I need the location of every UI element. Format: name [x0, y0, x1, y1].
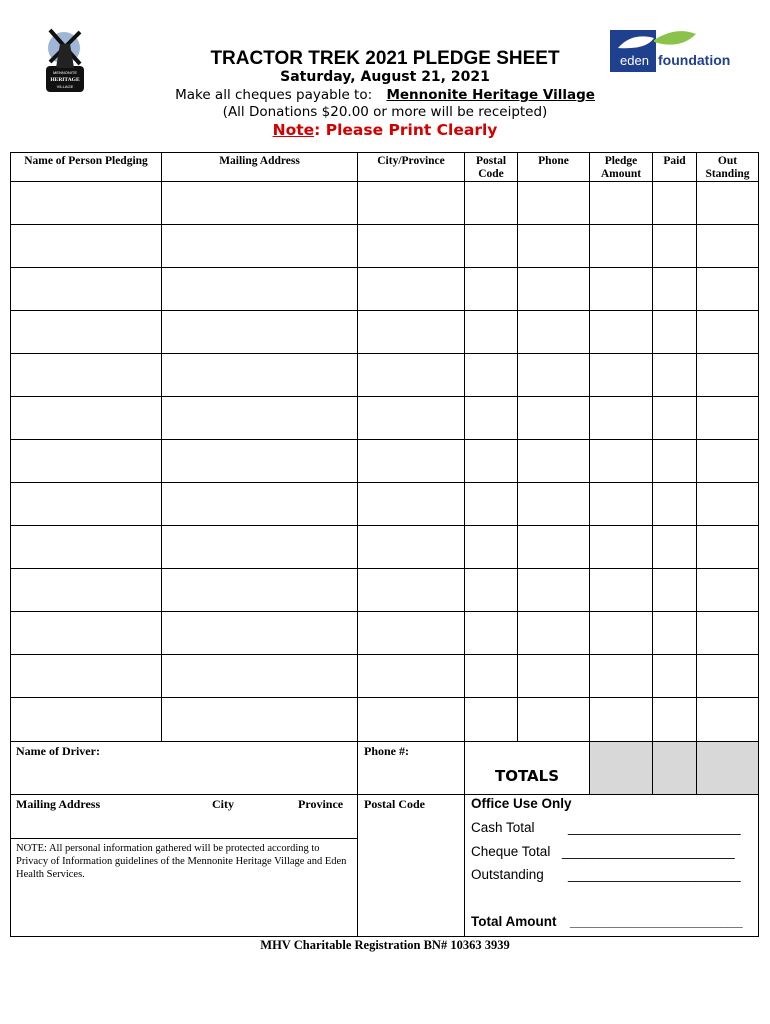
- outstanding-line: _______________________: [568, 867, 741, 882]
- office-use-heading: Office Use Only: [471, 796, 572, 811]
- col-header-phone: Phone: [538, 155, 569, 167]
- phone-label: Phone #:: [364, 744, 409, 758]
- col-header-name: Name of Person Pledging: [24, 155, 148, 167]
- svg-text:VILLAGE: VILLAGE: [56, 84, 74, 89]
- col-header-out-line2: Standing: [705, 168, 750, 180]
- charitable-registration: MHV Charitable Registration BN# 10363 3939: [260, 938, 510, 952]
- payable-to: Mennonite Heritage Village: [386, 87, 595, 103]
- totals-label: TOTALS: [494, 767, 560, 785]
- event-date: Saturday, August 21, 2021: [280, 69, 490, 85]
- note-label: Note: [272, 121, 315, 139]
- svg-text:HERITAGE: HERITAGE: [50, 77, 80, 83]
- cheque-total-label: Cheque Total: [471, 844, 551, 859]
- svg-text:foundation: foundation: [658, 52, 731, 68]
- page-title: TRACTOR TREK 2021 PLEDGE SHEET: [210, 48, 560, 69]
- svg-text:eden: eden: [620, 53, 649, 68]
- col-header-pledge-line2: Amount: [600, 168, 642, 180]
- col-header-mailing-address: Mailing Address: [219, 155, 300, 167]
- col-header-postal-line1: Postal: [475, 155, 507, 167]
- privacy-note: NOTE: All personal information gathered will be protected according to Privacy of Information guidelines of the Mennonite Heritage Village and Eden Health Services.: [16, 843, 347, 880]
- driver-name-label: Name of Driver:: [16, 744, 100, 758]
- total-amount-label: Total Amount: [471, 914, 557, 929]
- total-amount-line: _______________________: [570, 914, 743, 929]
- col-header-postal-line2: Code: [478, 168, 504, 180]
- receipt-note: (All Donations $20.00 or more will be receipted): [222, 104, 548, 120]
- mailing-address-label: Mailing Address: [16, 797, 101, 811]
- province-label: Province: [298, 797, 344, 811]
- note-text: : Please Print Clearly: [314, 121, 498, 139]
- svg-text:MENNONITE: MENNONITE: [53, 70, 77, 75]
- city-label: City: [212, 797, 234, 811]
- col-header-paid: Paid: [663, 155, 686, 167]
- col-header-out-line1: Out: [717, 155, 738, 167]
- col-header-city-province: City/Province: [377, 155, 445, 167]
- cash-total-line: _______________________: [568, 820, 741, 835]
- cheque-total-line: _______________________: [562, 844, 735, 859]
- col-header-pledge-line1: Pledge: [604, 155, 638, 167]
- postal-code-label: Postal Code: [364, 797, 425, 811]
- cash-total-label: Cash Total: [471, 820, 535, 835]
- col-header-pledge-amount: [590, 155, 652, 181]
- col-header-outstanding: [697, 155, 758, 181]
- col-header-postal-code: [465, 155, 517, 181]
- payable-prefix: Make all cheques payable to:: [175, 87, 373, 103]
- outstanding-label: Outstanding: [471, 867, 544, 882]
